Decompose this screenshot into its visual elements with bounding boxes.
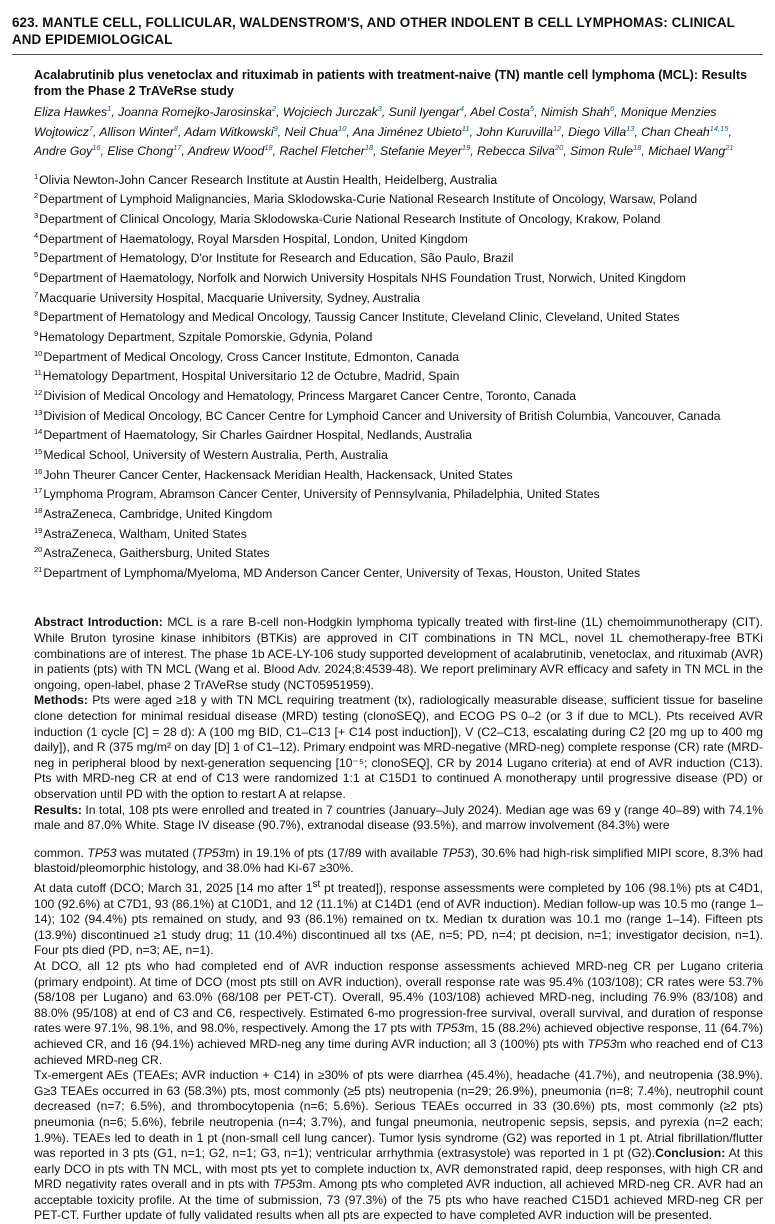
author-affiliation-ref: 3	[377, 104, 382, 113]
author	[641, 125, 728, 139]
affiliation-text: Department of Hematology and Medical Oncology, Taussig Cancer Institute, Cleveland Clinic, Cleveland, United States	[39, 310, 680, 325]
author-affiliation-ref: 14,15	[709, 123, 729, 133]
author-affiliation-ref: 10	[338, 123, 347, 133]
author	[380, 144, 470, 158]
author-affiliation-ref: 7	[88, 123, 94, 133]
author-affiliation-ref: 4	[459, 104, 464, 113]
conclusion-text-a: At this early DCO in pts with TN MCL, with most pts yet to complete induction tx, AVR demonstrated rapid, deep responses, with high CR and MRD negativity rates overall and in pts with	[34, 1146, 763, 1192]
author-list: Eliza Hawkes$^1$, Joanna Romejko-Jarosinska$^2$, Wojciech Jurczak$^3$, Sunil Iyengar$^4$, Abel Costa$^5$, Nimish Shah$^6$, Monique Menzies Wojtowicz$^7$, Allison Winter$^8$, Adam Witkowski$^9$, Neil Chua$^{10}$, Ana Jiménez Ubieto$^{11}$, John Kuruvilla$^{12}$, Diego Villa$^{13}$, Chan Cheah$^{14,15}$, Andre Goy$^{16}$, Elise Chong$^{17}$, Andrew Wood$^{18}$, Rachel Fletcher$^{18}$, Stefanie Meyer$^{19}$, Rebecca Silva$^{20}$, Simon Rule$^{18}$, Michael Wang$^{21}$	[34, 104, 734, 159]
affiliation-item	[34, 523, 763, 543]
author	[477, 144, 563, 158]
affiliation-item	[34, 424, 763, 444]
affiliation-number: 1	[34, 171, 39, 181]
affiliation-text: Department of Lymphoid Malignancies, Maria Sklodowska-Curie National Research Institute of Oncology, Warsaw, Poland	[39, 192, 698, 207]
author-name: Allison Winter	[99, 124, 174, 139]
results-2-text-a: common.	[34, 845, 88, 860]
affiliation-item	[34, 562, 763, 582]
author	[279, 144, 373, 158]
methods-text: Pts were aged ≥18 y with TN MCL requiring treatment (tx), radiologically measurable disease, sufficient tissue for baseline clone detection for minimal residual disease (MRD) testing (clonoSEQ), and ECOG PS 0–2 (or 3 if due to MCL). Pts received AVR induction (1 cycle [C] = 28 d): A (100 mg BID, C1–C13 [+ C14 post induction]), V (C2–C13, escalating during C2 [20 mg up to 400 mg daily]), and R (375 mg/m² on day [D] 1 of C1–12). Primary endpoint was MRD-negative (MRD-neg) complete response (CR) rate (MRD-neg in peripheral blood by next-generation sequencing [10⁻⁵; clonoSEQ], CR by 2014 Lugano criteria) at end of AVR induction (C13). Pts with MRD-neg CR at end of C13 were randomized 1:1 at C15D1 to continued A monotherapy until progressive disease (PD) or observation until PD with the option to restart A at relapse.	[34, 693, 763, 801]
author-affiliation-ref: 11	[461, 123, 470, 133]
affiliation-text: Department of Clinical Oncology, Maria Sklodowska-Curie National Research Institute of Oncology, Krakow, Poland	[39, 212, 661, 227]
author	[476, 125, 561, 139]
ordinal-sup: st	[312, 878, 321, 890]
paper-title: Acalabrutinib plus venetoclax and rituximab in patients with treatment-naive (TN) mantle cell lymphoma (MCL): Results from the Phase 2 TrAVeRse study	[34, 68, 748, 98]
author-affiliation-ref: 9	[273, 123, 278, 133]
affiliation-number: 13	[34, 407, 43, 417]
affiliation-text: Department of Haematology, Royal Marsden Hospital, London, United Kingdom	[39, 231, 468, 246]
affiliation-number: 19	[34, 525, 43, 535]
affiliation-number: 9	[34, 328, 39, 338]
author	[283, 105, 382, 119]
intro-label: Abstract Introduction:	[34, 615, 163, 630]
author	[184, 125, 277, 139]
results-3-text-b: pt treated]), response assessments were completed by 106 (98.1%) pts at C4D1, 100 (92.6%) at C7D1, 93 (86.1%) at C10D1, and 12 (11.1%) at C14D1 (end of AVR induction). Median follow-up was 10.5 mo (range 1–14); 102 (94.4%) pts remained on study, and 93 (86.1%) remained on tx. Median tx duration was 10.1 mo (range 1–14). Fifteen pts (13.9%) discontinued ≥1 study drug; 11 (10.4%) discontinued all txs (AE, n=5; PD, n=4; pt decision, n=1; investigator decision, n=1). Four pts died (PD, n=3; AE, n=1).	[34, 881, 763, 958]
author	[34, 105, 111, 119]
affiliation-number: 14	[34, 427, 43, 437]
affiliation-item	[34, 503, 763, 523]
author-name: Chan Cheah	[641, 124, 710, 139]
affiliation-number: 15	[34, 446, 43, 456]
affiliation-text: Department of Hematology, D'or Institute for Research and Education, São Paulo, Brazil	[39, 251, 514, 266]
abstract-page	[12, 14, 763, 1224]
author-name: Simon Rule	[570, 144, 634, 159]
author-affiliation-ref: 19	[461, 143, 471, 153]
affiliation-number: 18	[34, 505, 43, 515]
affiliation-number: 10	[34, 348, 43, 358]
author-affiliation-ref: 18	[633, 143, 642, 153]
section-divider	[12, 54, 763, 55]
author	[188, 144, 273, 158]
affiliation-text: Division of Medical Oncology, BC Cancer Centre for Lymphoid Cancer and University of British Columbia, Vancouver, Canada	[43, 408, 721, 423]
affiliation-item	[34, 464, 763, 484]
author	[470, 105, 534, 119]
affiliation-item	[34, 542, 763, 562]
author-name: Neil Chua	[284, 124, 339, 139]
author	[99, 125, 178, 139]
author-name: Eliza Hawkes	[34, 105, 108, 120]
affiliation-number: 12	[34, 387, 43, 397]
affiliation-item	[34, 228, 763, 248]
author	[648, 144, 733, 158]
author-name: Joanna Romejko-Jarosinska	[118, 105, 272, 120]
abstract-body	[34, 615, 763, 1224]
affiliation-number: 20	[34, 545, 43, 555]
results-4-text-c: m who reached end of C13 achieved MRD-neg CR.	[34, 1036, 763, 1067]
abstract-safety	[34, 1068, 763, 1224]
results-2-text-b: was mutated (	[116, 845, 197, 860]
affiliation-item	[34, 208, 763, 228]
affiliation-text: Department of Lymphoma/Myeloma, MD Anderson Cancer Center, University of Texas, Houston, United States	[43, 565, 641, 580]
affiliation-item	[34, 247, 763, 267]
affiliation-item	[34, 306, 763, 326]
author-name: Adam Witkowski	[184, 124, 274, 139]
results-4-text-b: m, 15 (88.2%) achieved objective response, 11 (64.7%) achieved CR, and 16 (94.1%) achieved MRD-neg any time during AVR induction; all 3 (100%) pts with	[34, 1021, 764, 1051]
author-name: Andre Goy	[34, 144, 93, 159]
methods-label: Methods:	[34, 693, 88, 708]
affiliation-number: 3	[34, 211, 39, 220]
author-name: Rachel Fletcher	[279, 144, 365, 159]
affiliation-number: 7	[34, 289, 39, 299]
affiliation-item	[34, 267, 763, 287]
affiliation-text: John Theurer Cancer Center, Hackensack Meridian Health, Hackensack, United States	[43, 467, 513, 482]
affiliation-number: 21	[34, 564, 43, 574]
affiliation-number: 5	[34, 250, 39, 260]
affiliation-item	[34, 365, 763, 385]
affiliation-item	[34, 326, 763, 346]
author	[118, 105, 276, 119]
results-2-text-d: ), 30.6% had high-risk simplified MIPI score, 8.3% had blastoid/pleomorphic histology, and 38.0% had Ki-67 ≥30%.	[34, 845, 763, 876]
gene-tp53: TP53	[587, 1036, 617, 1051]
author-affiliation-ref: 12	[552, 123, 562, 133]
affiliation-number: 16	[34, 466, 43, 476]
abstract-results-3	[34, 877, 763, 959]
affiliation-item	[34, 169, 763, 189]
affiliation-number: 8	[34, 309, 39, 319]
author-name: Andrew Wood	[187, 144, 265, 159]
author-affiliation-ref: 1	[107, 104, 112, 113]
author-affiliation-ref: 6	[609, 104, 615, 113]
author-affiliation-ref: 17	[173, 143, 182, 153]
affiliation-item	[34, 188, 763, 208]
affiliation-list	[34, 169, 763, 582]
author-affiliation-ref: 2	[271, 104, 277, 113]
gene-tp53: TP53	[435, 1021, 465, 1036]
author-affiliation-ref: 5	[529, 104, 535, 113]
affiliation-text: Hematology Department, Hospital Universitario 12 de Octubre, Madrid, Spain	[42, 369, 460, 384]
affiliation-text: Department of Haematology, Norfolk and Norwich University Hospitals NHS Foundation Trust, Norwich, United Kingdom	[39, 271, 686, 286]
results-4-text-a: At DCO, all 12 pts who had completed end of AVR induction response assessments achieved MRD-neg CR per Lugano criteria (primary endpoint). At time of DCO (most pts still on AVR induction), overall response rate was 95.4% (103/108); CR rates were 53.7% (58/108 per Lugano) and 63.0% (68/108 per PET-CT). Overall, 95.4% (103/108) achieved MRD-neg, including 76.9% (83/108) and 88.0% (95/108) at end of C3 and C6, respectively. Estimated 6-mo progression-free survival, overall survival, and duration of response rates were 97.1%, 98.1%, and 98.0%, respectively. Among the 17 pts with	[34, 958, 763, 1036]
author	[285, 125, 347, 139]
author	[568, 125, 634, 139]
abstract-results-2	[34, 846, 763, 877]
safety-text: Tx-emergent AEs (TEAEs; AVR induction + C14) in ≥30% of pts were diarrhea (45.4%), headache (41.7%), and neutropenia (38.9%). G≥3 TEAEs occurred in 63 (58.3%) pts, most commonly (≥5 pts) neutropenia (n=29; 26.9%), pneumonia (n=8; 7.4%), neutrophil count decreased (n=7; 6.5%), and thrombocytopenia (n=6; 5.6%). Serious TEAEs occurred in 33 (30.6%) pts, most commonly (≥2 pts) pneumonia (n=6; 5.6%), febrile neutropenia (n=4; 3.7%), and fungal pneumonia, neutropenic sepsis, sepsis, and pyrexia (n=2 each; 1.9%). TEAEs led to death in 1 pt (non-small cell lung cancer). Tumor lysis syndrome (G2) was reported in 1 pt. Atrial fibrillation/flutter was reported in 3 pts (G1, n=1; G2, n=1; G3, n=1); ventricular arrhythmia (extrasystole) was reported in 1 pt (G2).	[34, 1068, 763, 1161]
author-name: Diego Villa	[568, 124, 627, 139]
author-name: Wojciech Jurczak	[282, 105, 378, 120]
affiliation-item	[34, 483, 763, 503]
results-2-text-c: m) in 19.1% of pts (17/89 with available	[225, 845, 442, 860]
affiliation-number: 2	[34, 191, 39, 201]
author-name: Abel Costa	[470, 105, 530, 120]
affiliation-number: 17	[34, 486, 43, 496]
author-affiliation-ref: 16	[92, 143, 101, 153]
results-3-text-a: At data cutoff (DCO; March 31, 2025 [14 mo after 1	[34, 881, 313, 896]
affiliation-number: 6	[34, 269, 39, 279]
author-name: Michael Wang	[648, 144, 726, 159]
affiliation-text: Department of Haematology, Sir Charles Gairdner Hospital, Nedlands, Australia	[43, 428, 472, 443]
intro-text: MCL is a rare B-cell non-Hodgkin lymphoma typically treated with first-line (1L) chemoimmunotherapy (CIT). While Bruton tyrosine kinase inhibitors (BTKis) are approved in CIT combinations in TN MCL, novel 1L chemotherapy-free BTKi combinations are of interest. The phase 1b ACE-LY-106 study supported development of acalabrutinib, venetoclax, and rituximab (AVR) in patients (pts) with TN MCL (Wang et al. Blood Adv. 2024;8:4539-48). We report preliminary AVR efficacy and safety in TN MCL in the ongoing, open-label, phase 2 TrAVeRse study (NCT05951959).	[34, 615, 763, 692]
results-label: Results:	[34, 802, 82, 817]
author	[570, 144, 641, 158]
author	[541, 105, 614, 119]
author-affiliation-ref: 8	[173, 123, 178, 133]
affiliation-text: Department of Medical Oncology, Cross Cancer Institute, Edmonton, Canada	[43, 349, 460, 364]
author-name: Ana Jiménez Ubieto	[352, 124, 462, 139]
author	[107, 144, 181, 158]
conclusion-text-b: m. Among pts who completed AVR induction, all achieved MRD-neg CR. AVR had an acceptable toxicity profile. At the time of submission, 73 (97.3%) of the 75 pts who have reached C15D1 achieved MRD-neg CR per PET-CT. Further update of fully validated results when all pts are expected to have completed AVR induction will be presented.	[34, 1177, 763, 1223]
author	[353, 125, 470, 139]
author	[34, 144, 101, 158]
affiliation-text: AstraZeneca, Gaithersburg, United States	[43, 546, 270, 561]
gene-tp53: TP53	[273, 1177, 303, 1192]
conclusion-label: Conclusion:	[655, 1146, 726, 1161]
author-name: Rebecca Silva	[477, 144, 555, 159]
author-affiliation-ref: 18	[264, 143, 273, 153]
gene-tp53: TP53	[441, 845, 471, 860]
gene-tp53: TP53	[87, 845, 117, 860]
abstract-results-4	[34, 959, 763, 1068]
results-text: In total, 108 pts were enrolled and treated in 7 countries (January–July 2024). Median age was 69 y (range 40–89) with 74.1% male and 87.0% White. Stage IV disease (90.7%), extranodal disease (93.5%), and marrow involvement (84.3%) were	[34, 802, 763, 833]
author-name: Stefanie Meyer	[379, 144, 462, 159]
affiliation-item	[34, 444, 763, 464]
author-name: Elise Chong	[107, 144, 174, 159]
affiliation-text: Macquarie University Hospital, Macquarie University, Sydney, Australia	[39, 290, 421, 305]
abstract-intro	[34, 615, 763, 693]
author-affiliation-ref: 20	[554, 143, 564, 153]
abstract-methods	[34, 693, 763, 802]
affiliation-item	[34, 405, 763, 425]
affiliation-text: Medical School, University of Western Australia, Perth, Australia	[43, 447, 388, 462]
affiliation-text: Lymphoma Program, Abramson Cancer Center, University of Pennsylvania, Philadelphia, United States	[43, 487, 600, 502]
author	[389, 105, 464, 119]
affiliation-text: Division of Medical Oncology and Hematology, Princess Margaret Cancer Centre, Toronto, Canada	[43, 388, 577, 403]
affiliation-text: AstraZeneca, Cambridge, United Kingdom	[43, 506, 273, 521]
author-name: Monique Menzies Wojtowicz	[34, 105, 717, 139]
author-affiliation-ref: 18	[364, 143, 374, 153]
affiliation-number: 4	[34, 230, 39, 240]
section-title: 623. MANTLE CELL, FOLLICULAR, WALDENSTROM'S, AND OTHER INDOLENT B CELL LYMPHOMAS: CLINICAL AND EPIDEMIOLOGICAL	[12, 15, 735, 47]
author-affiliation-ref: 13	[626, 123, 635, 133]
abstract-results	[34, 803, 763, 834]
affiliation-item	[34, 385, 763, 405]
affiliation-number: 11	[34, 368, 42, 378]
affiliation-text: Hematology Department, Szpitale Pomorskie, Gdynia, Poland	[39, 330, 373, 344]
affiliation-item	[34, 287, 763, 307]
affiliation-text: Olivia Newton-John Cancer Research Institute at Austin Health, Heidelberg, Australia	[39, 172, 498, 187]
affiliation-text: AstraZeneca, Waltham, United States	[43, 526, 247, 541]
author-affiliation-ref: 21	[725, 143, 734, 153]
author-name: Nimish Shah	[540, 105, 610, 120]
author-name: Sunil Iyengar	[388, 105, 460, 120]
affiliation-item	[34, 346, 763, 366]
author-name: John Kuruvilla	[476, 124, 553, 139]
gene-tp53: TP53	[196, 845, 226, 860]
